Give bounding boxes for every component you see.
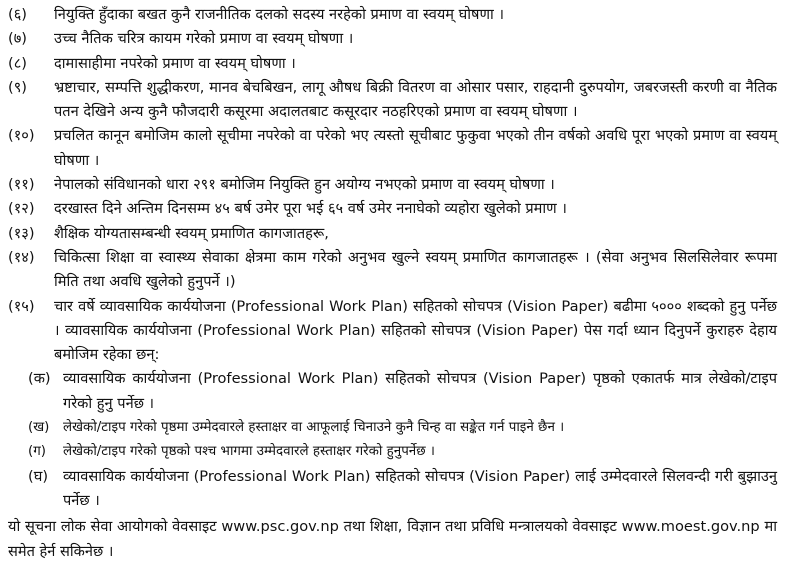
- item-text: प्रचलित कानून बमोजिम कालो सूचीमा नपरेको वा परेको भए त्यस्तो सूचीबाट फुकुवा भएको तीन वर्षको अवधि पूरा भएको प्रमाण वा स्वयम् घोषणा ।: [54, 127, 777, 169]
- item-number: (६): [8, 6, 27, 23]
- item-number: (८): [8, 54, 27, 72]
- item-number: (११): [8, 176, 35, 194]
- item-text: नियुक्ति हुँदाका बखत कुनै राजनीतिक दलको सदस्य नरहेको प्रमाण वा स्वयम् घोषणा ।: [54, 6, 504, 23]
- item-number: (१३): [8, 224, 35, 242]
- item-number: (१२): [8, 200, 35, 218]
- list-item-11: [8, 173, 777, 197]
- item-number: (१५): [8, 297, 35, 315]
- sub-item-gha: [8, 465, 777, 514]
- list-item-6: [8, 3, 777, 27]
- list-item-10: [8, 124, 777, 173]
- item-number: (९): [8, 78, 27, 96]
- list-item-13: [8, 222, 777, 246]
- sub-item-ga: [8, 440, 777, 464]
- item-number: (१४): [8, 248, 35, 266]
- sub-item-text: व्यावसायिक कार्ययोजना (Professional Work Plan) सहितको सोचपत्र (Vision Paper) पृष्ठको एकातर्फ मात्र लेखेको/टाइप गरेको हुनु पर्नेछ ।: [63, 370, 777, 412]
- item-text: नेपालको संविधानको धारा २९१ बमोजिम नियुक्ति हुन अयोग्य नभएको प्रमाण वा स्वयम् घोषणा ।: [54, 176, 555, 194]
- sub-item-ka: [8, 367, 777, 416]
- list-item-9: [8, 76, 777, 125]
- footer-note: यो सूचना लोक सेवा आयोगको वेवसाइट www.psc.gov.np तथा शिक्षा, विज्ञान तथा प्रविधि मन्त्रालयको वेवसाइट www.moest.gov.np मा समेत हेर्न सकिनेछ ।: [8, 518, 777, 561]
- sub-item-label: (घ): [28, 467, 49, 485]
- list-item-15: [8, 295, 777, 368]
- item-number: (१०): [8, 127, 35, 145]
- sub-item-text: लेखेको/टाइप गरेको पृष्ठमा उम्मेदवारले हस्ताक्षर वा आफूलाई चिनाउने कुनै चिन्ह वा सङ्केत गर्न पाइने छैन ।: [63, 420, 565, 436]
- sub-item-label: (क): [28, 370, 51, 388]
- list-item-12: [8, 197, 777, 221]
- item-text: दरखास्त दिने अन्तिम दिनसम्म ४५ बर्ष उमेर पूरा भई ६५ वर्ष उमेर ननाघेको व्यहोरा खुलेको प्रमाण ।: [54, 200, 567, 218]
- item-text: शैक्षिक योग्यतासम्बन्धी स्वयम् प्रमाणित कागजातहरू,: [54, 224, 329, 242]
- sub-item-text: लेखेको/टाइप गरेको पृष्ठको पश्च भागमा उम्मेदवारले हस्ताक्षर गरेको हुनुपर्नेछ ।: [63, 444, 435, 460]
- item-text: भ्रष्टाचार, सम्पत्ति शुद्धीकरण, मानव बेचबिखन, लागू औषध बिक्री वितरण वा ओसार पसार, राहदानी दुरुपयोग, जबरजस्ती करणी वा नैतिक पतन देखिने अन्य कुनै फौजदारी कसूरमा अदालतबाट कसूरदार नठहरिएको प्रमाण वा स्वयम् घोषणा ।: [54, 78, 777, 121]
- item-number: (७): [8, 30, 27, 48]
- item-text: चिकित्सा शिक्षा वा स्वास्थ्य सेवाका क्षेत्रमा काम गरेको अनुभव खुल्ने स्वयम् प्रमाणित कागजातहरू । (सेवा अनुभव सिलसिलेवार रूपमा मिति तथा अवधि खुलेको हुनुपर्ने ।): [54, 248, 777, 291]
- list-item-7: [8, 27, 777, 51]
- list-item-8: [8, 52, 777, 76]
- item-text: चार वर्षे व्यावसायिक कार्ययोजना (Professional Work Plan) सहितको सोचपत्र (Vision Paper) बढीमा ५००० शब्दको हुनु पर्नेछ । व्यावसायिक कार्ययोजना (Professional Work Plan) सहितको सोचपत्र (Vision Paper) पेस गर्दा ध्यान दिनुपर्ने कुराहरु देहाय बमोजिम रहेका छन्:: [54, 297, 777, 364]
- list-item-14: [8, 246, 777, 295]
- item-text: दामासाहीमा नपरेको प्रमाण वा स्वयम् घोषणा ।: [54, 54, 296, 72]
- sub-item-label: (ग): [28, 444, 46, 460]
- sub-item-label: (ख): [28, 420, 50, 436]
- item-text: उच्च नैतिक चरित्र कायम गरेको प्रमाण वा स्वयम् घोषणा ।: [54, 30, 354, 48]
- sub-item-text: व्यावसायिक कार्ययोजना (Professional Work Plan) सहितको सोचपत्र (Vision Paper) लाई उम्मेदवारले सिलवन्दी गरी बुझाउनु पर्नेछ ।: [63, 467, 777, 509]
- sub-item-kha: [8, 416, 777, 440]
